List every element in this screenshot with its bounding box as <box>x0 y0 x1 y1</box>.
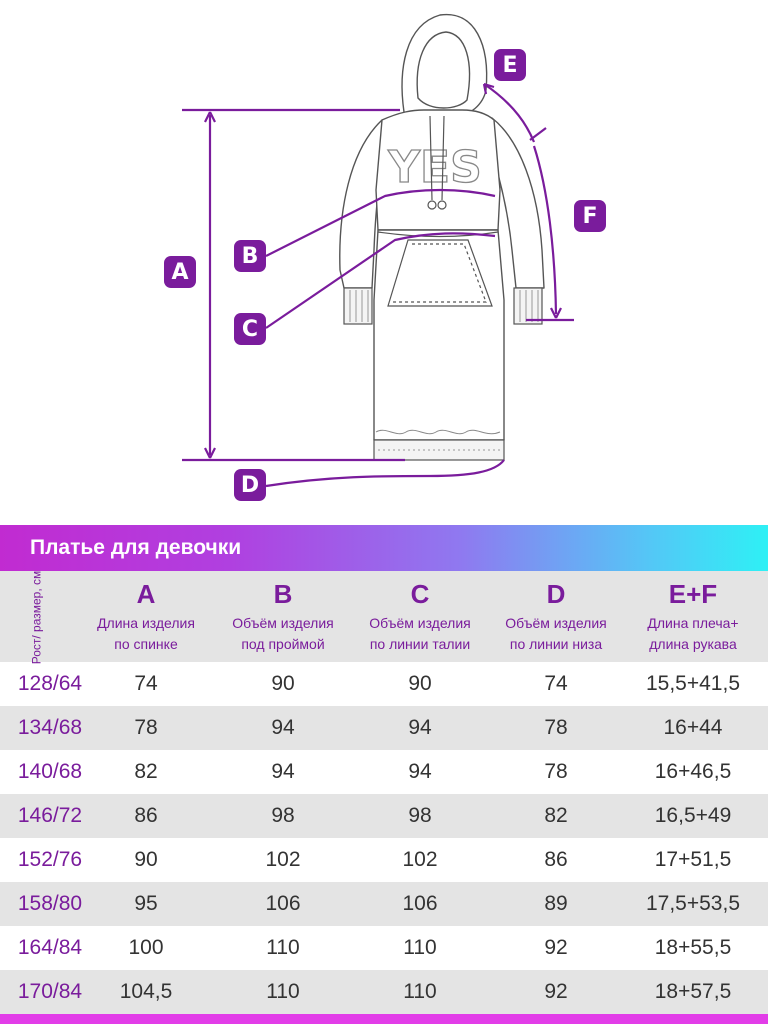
value-d-cell: 89 <box>544 892 568 915</box>
value-c-cell: 110 <box>403 980 437 1003</box>
value-ef-cell: 18+57,5 <box>654 980 732 1003</box>
value-a-cell: 78 <box>134 716 158 739</box>
value-d-cell: 78 <box>544 760 568 783</box>
column-desc-line1: Объём изделия <box>505 615 607 631</box>
value-a-cell: 74 <box>134 672 158 695</box>
title-banner <box>0 525 768 571</box>
column-letter: D <box>546 579 566 609</box>
column-header-c <box>350 571 490 655</box>
column-header-b <box>213 571 353 655</box>
value-b-cell: 110 <box>266 936 300 959</box>
value-ef-cell: 16+44 <box>663 716 723 739</box>
size-cell: 140/68 <box>17 760 83 783</box>
size-cell: 128/64 <box>17 672 83 695</box>
column-desc-line1: Объём изделия <box>369 615 471 631</box>
value-c-cell: 110 <box>403 936 437 959</box>
table-row <box>0 794 768 838</box>
table-row <box>0 970 768 1014</box>
column-letter: A <box>136 579 156 609</box>
measure-c-label: C <box>234 313 266 345</box>
value-a-cell: 104,5 <box>119 980 173 1003</box>
value-b-cell: 98 <box>271 804 295 827</box>
column-desc-line2: по линии талии <box>369 636 471 652</box>
measure-f-label: F <box>574 200 606 232</box>
value-c-cell: 90 <box>408 672 432 695</box>
size-cell: 146/72 <box>17 804 83 827</box>
table-row <box>0 662 768 706</box>
value-a-cell: 86 <box>134 804 158 827</box>
value-c-cell: 94 <box>408 760 432 783</box>
value-a-cell: 82 <box>134 760 158 783</box>
value-ef-cell: 17+51,5 <box>654 848 732 871</box>
value-d-cell: 78 <box>544 716 568 739</box>
column-desc-line1: Длина плеча+ <box>647 615 739 631</box>
column-desc-line2: по линии низа <box>509 636 603 652</box>
size-cell: 158/80 <box>17 892 83 915</box>
value-b-cell: 94 <box>271 716 295 739</box>
value-ef-cell: 16+46,5 <box>654 760 732 783</box>
bottom-accent-bar <box>0 1014 768 1024</box>
value-d-cell: 74 <box>544 672 568 695</box>
size-column-header-text: Рост/ размер, см <box>29 570 44 664</box>
column-header-d <box>486 571 626 655</box>
column-desc-line2: длина рукава <box>649 636 737 652</box>
size-cell: 164/84 <box>17 936 83 959</box>
value-b-cell: 90 <box>271 672 295 695</box>
column-header-a <box>76 571 216 655</box>
measure-e-label: E <box>494 49 526 81</box>
value-c-cell: 102 <box>402 848 438 871</box>
value-b-cell: 110 <box>266 980 300 1003</box>
column-letter: C <box>410 579 430 609</box>
value-a-cell: 90 <box>134 848 158 871</box>
value-b-cell: 106 <box>265 892 301 915</box>
size-cell: 152/76 <box>17 848 83 871</box>
table-row <box>0 882 768 926</box>
value-d-cell: 82 <box>544 804 568 827</box>
table-row <box>0 706 768 750</box>
value-c-cell: 106 <box>402 892 438 915</box>
measure-a-label: A <box>164 256 196 288</box>
value-ef-cell: 15,5+41,5 <box>645 672 740 695</box>
column-desc-line1: Объём изделия <box>232 615 334 631</box>
column-letter: B <box>273 579 293 609</box>
size-cell: 134/68 <box>17 716 83 739</box>
value-ef-cell: 16,5+49 <box>654 804 732 827</box>
yes-print: YES <box>388 142 482 193</box>
value-a-cell: 100 <box>128 936 164 959</box>
table-row <box>0 838 768 882</box>
size-cell: 170/84 <box>17 980 83 1003</box>
table-row <box>0 750 768 794</box>
value-ef-cell: 18+55,5 <box>654 936 732 959</box>
column-desc-line2: по спинке <box>114 636 178 652</box>
value-d-cell: 92 <box>544 936 568 959</box>
column-header-ef <box>623 571 763 655</box>
value-c-cell: 98 <box>408 804 432 827</box>
value-c-cell: 94 <box>408 716 432 739</box>
value-d-cell: 86 <box>544 848 568 871</box>
value-a-cell: 95 <box>134 892 158 915</box>
value-d-cell: 92 <box>544 980 568 1003</box>
column-desc-line1: Длина изделия <box>97 615 195 631</box>
measure-d-label: D <box>234 469 266 501</box>
banner-title: Платье для девочки <box>30 536 242 559</box>
size-column-header <box>12 570 62 664</box>
table-row <box>0 926 768 970</box>
value-ef-cell: 17,5+53,5 <box>645 892 740 915</box>
value-b-cell: 102 <box>265 848 301 871</box>
column-letter: E+F <box>668 579 718 609</box>
measure-b-label: B <box>234 240 266 272</box>
column-desc-line2: под проймой <box>241 636 325 652</box>
value-b-cell: 94 <box>271 760 295 783</box>
